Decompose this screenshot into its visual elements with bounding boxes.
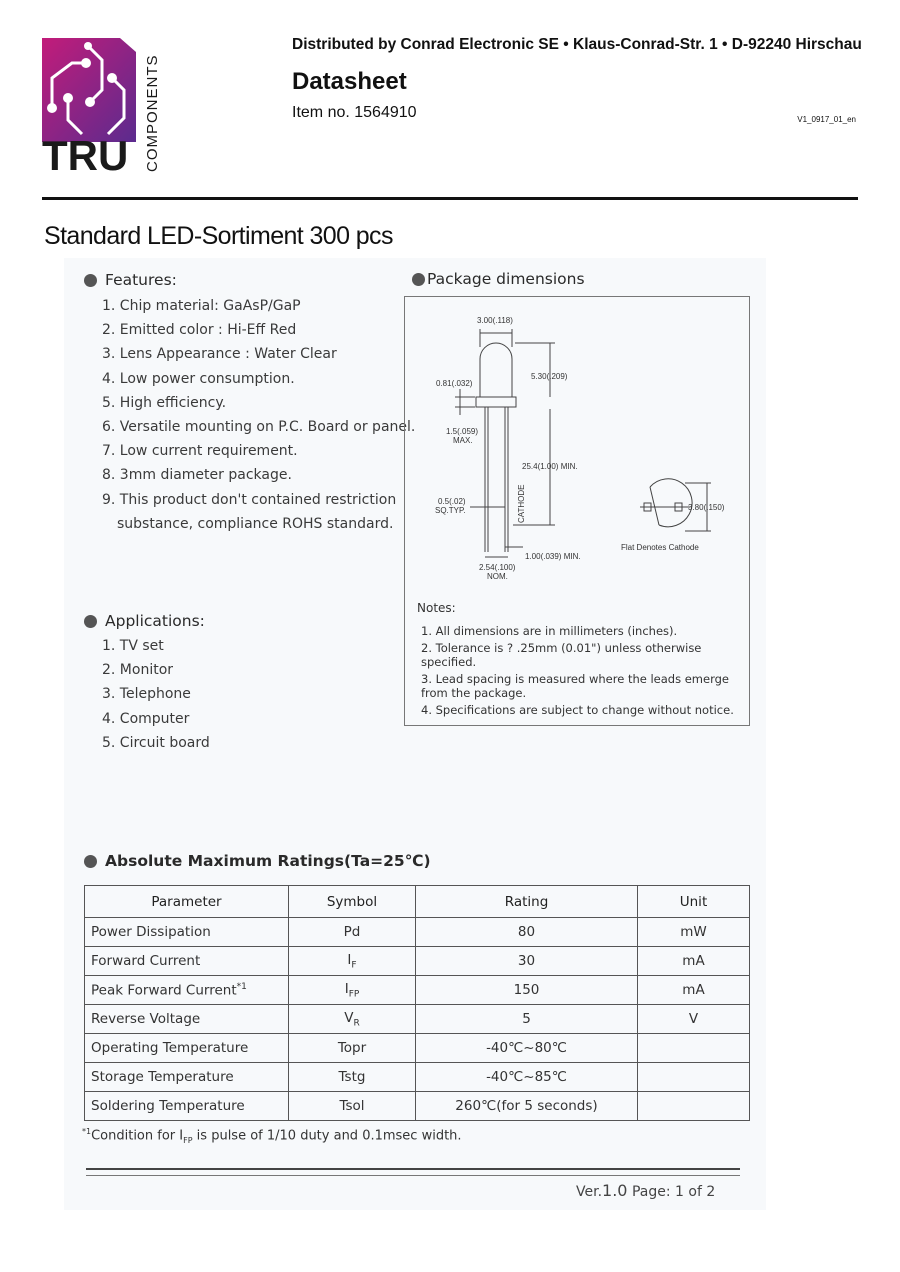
bullet-icon — [84, 855, 97, 868]
column-header: Unit — [638, 886, 750, 918]
package-dimensions-heading — [412, 270, 585, 288]
param-cell: Forward Current — [85, 947, 289, 976]
param-cell: Operating Temperature — [85, 1034, 289, 1063]
ratings-table-body — [85, 918, 750, 1121]
table-row — [85, 1063, 750, 1092]
package-dimensions-box — [404, 296, 750, 726]
column-header: Parameter — [85, 886, 289, 918]
dim-pitch-label: 2.54(.100) — [479, 563, 516, 572]
dim-nom-label: NOM. — [487, 572, 508, 581]
bullet-icon — [84, 615, 97, 628]
rating-cell: -40℃~85℃ — [416, 1063, 638, 1092]
list-item: 6. Versatile mounting on P.C. Board or panel. — [102, 419, 416, 436]
notes-list — [421, 624, 751, 719]
param-cell: Reverse Voltage — [85, 1005, 289, 1034]
features-heading — [84, 271, 177, 289]
dim-sq-typ-label: SQ.TYP. — [435, 506, 466, 515]
dim-max-label: MAX. — [453, 436, 473, 445]
led-top-view-circle — [650, 479, 692, 527]
symbol-cell: Tsol — [289, 1092, 416, 1121]
param-cell: Power Dissipation — [85, 918, 289, 947]
list-item: 1. TV set — [102, 638, 164, 654]
table-row — [85, 976, 750, 1005]
features-list — [102, 294, 415, 536]
version-code: V1_0917_01_en — [797, 115, 856, 124]
dim-spacing-label: 1.00(.039) MIN. — [525, 552, 581, 561]
unit-cell: mA — [638, 976, 750, 1005]
flat-cathode-note: Flat Denotes Cathode — [621, 543, 699, 552]
datasheet-title: Datasheet — [292, 68, 407, 95]
led-flange-shape — [476, 397, 516, 407]
ratings-heading — [84, 852, 431, 870]
table-row — [85, 947, 750, 976]
list-item: 1. Chip material: GaAsP/GaP — [102, 298, 301, 314]
symbol-cell: $V_R$ — [289, 1005, 416, 1034]
dim-lead-length-label: 25.4(1.00) MIN. — [522, 462, 578, 471]
dim-height-label: 5.30(.209) — [531, 372, 568, 381]
rating-cell: 5 — [416, 1005, 638, 1034]
rating-cell: 150 — [416, 976, 638, 1005]
list-item: 5. Circuit board — [102, 734, 210, 751]
symbol-cell: Topr — [289, 1034, 416, 1063]
rating-cell: 30 — [416, 947, 638, 976]
column-header: Rating — [416, 886, 638, 918]
note-item: 4. Specifications are subject to change without notice. — [421, 702, 734, 717]
param-cell: Soldering Temperature — [85, 1092, 289, 1121]
rating-cell: -40℃~80℃ — [416, 1034, 638, 1063]
unit-cell — [638, 1092, 750, 1121]
symbol-cell: $I_F$ — [289, 947, 416, 976]
param-cell: Storage Temperature — [85, 1063, 289, 1092]
note-item: 3. Lead spacing is measured where the leads emerge from the package. — [421, 671, 729, 700]
list-item: 2. Monitor — [102, 662, 174, 679]
symbol-cell: Pd — [289, 918, 416, 947]
package-heading-label: Package dimensions — [427, 270, 585, 288]
list-item: 4. Low power consumption. — [102, 370, 295, 387]
unit-cell: mA — [638, 947, 750, 976]
dim-lead-square-label: 0.5(.02) — [438, 497, 466, 506]
cathode-label: CATHODE — [517, 484, 526, 523]
rating-cell: 80 — [416, 918, 638, 947]
list-item: 9. This product don't contained restriction — [102, 491, 397, 508]
led-dimension-drawing — [405, 297, 751, 597]
ratings-heading-label: Absolute Maximum Ratings(Ta=25℃) — [105, 852, 431, 870]
notes-title: Notes: — [417, 601, 456, 615]
unit-cell: mW — [638, 918, 750, 947]
table-header-row — [85, 886, 750, 918]
dim-side-diameter-label: 3.80(.150) — [688, 503, 725, 512]
tru-components-logo — [42, 38, 162, 172]
list-item: substance, compliance ROHS standard. — [117, 515, 394, 532]
rating-cell: 260℃(for 5 seconds) — [416, 1092, 638, 1121]
dim-max-length-label: 1.5(.059) — [446, 427, 479, 436]
logo-graphic — [42, 38, 162, 172]
list-item: 3. Telephone — [102, 686, 191, 703]
dim-flange-label: 0.81(.032) — [436, 379, 473, 388]
param-cell: Peak Forward Current$^{*1}$ — [85, 976, 289, 1005]
table-row — [85, 918, 750, 947]
page-indicator: Ver.1.0 Page: 1 of 2 — [576, 1181, 716, 1200]
footer-divider — [86, 1168, 740, 1176]
bullet-icon — [84, 274, 97, 287]
table-row — [85, 1034, 750, 1063]
symbol-cell: $I_{FP}$ — [289, 976, 416, 1005]
header-divider — [42, 197, 858, 200]
symbol-cell: Tstg — [289, 1063, 416, 1092]
note-item: 1. All dimensions are in millimeters (inches). — [421, 624, 678, 638]
ratings-footnote: $^{*1}$Condition for $I_{FP}$ is pulse of 1/10 duty and 0.1msec width. — [82, 1127, 462, 1145]
led-body-shape — [480, 343, 512, 397]
absolute-max-ratings-table — [84, 885, 750, 1121]
list-item: 7. Low current requirement. — [102, 443, 298, 460]
list-item: 3. Lens Appearance : Water Clear — [102, 346, 337, 363]
applications-list — [102, 634, 210, 755]
features-heading-label: Features: — [105, 271, 177, 289]
applications-heading — [84, 612, 205, 630]
list-item: 8. 3mm diameter package. — [102, 467, 292, 484]
note-item: 2. Tolerance is ? .25mm (0.01") unless otherwise specified. — [421, 640, 702, 669]
distributor-line: Distributed by Conrad Electronic SE • Klaus-Conrad-Str. 1 • D-92240 Hirschau — [292, 36, 862, 53]
unit-cell — [638, 1063, 750, 1092]
list-item: 5. High efficiency. — [102, 394, 227, 411]
column-header: Symbol — [289, 886, 416, 918]
unit-cell — [638, 1034, 750, 1063]
table-row — [85, 1092, 750, 1121]
product-title: Standard LED-Sortiment 300 pcs — [44, 222, 393, 250]
item-number: Item no. 1564910 — [292, 104, 417, 121]
logo-side-text: COMPONENTS — [144, 54, 161, 172]
dim-diameter-label: 3.00(.118) — [477, 316, 513, 325]
list-item: 4. Computer — [102, 710, 190, 727]
table-row — [85, 1005, 750, 1034]
logo-text: TRU — [42, 132, 129, 172]
bullet-icon — [412, 273, 425, 286]
unit-cell: V — [638, 1005, 750, 1034]
applications-heading-label: Applications: — [105, 612, 205, 630]
list-item: 2. Emitted color : Hi-Eff Red — [102, 322, 297, 339]
